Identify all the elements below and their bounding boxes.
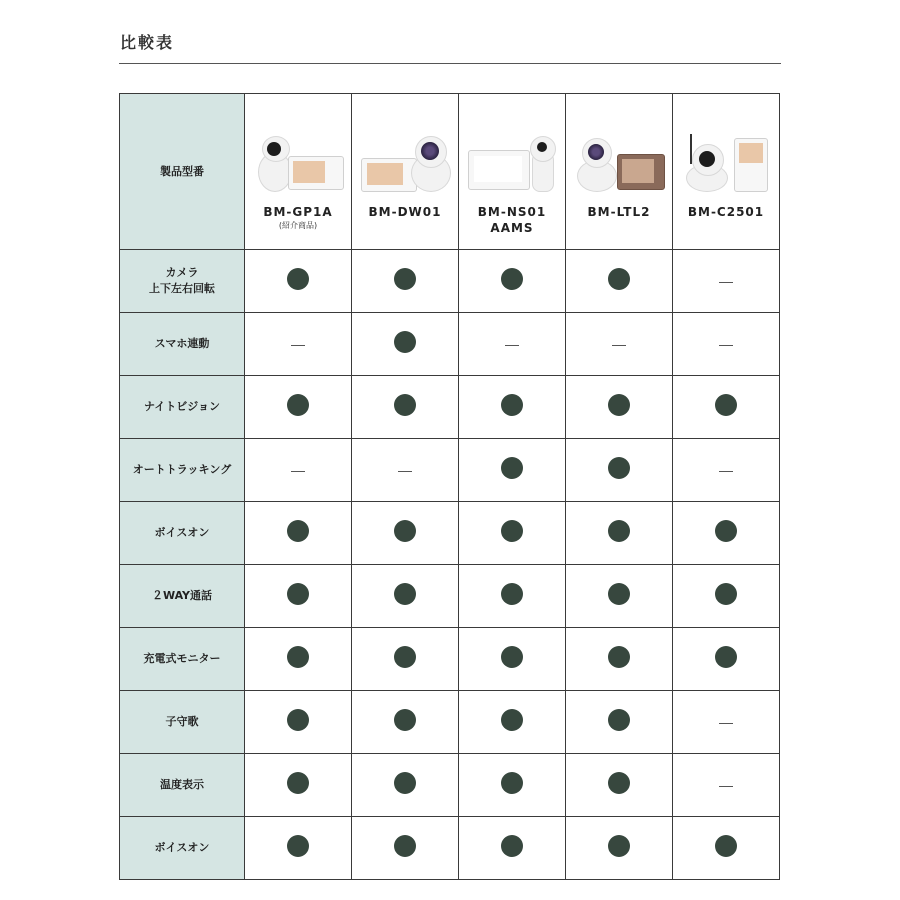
feature-cell <box>352 817 459 880</box>
feature-cell <box>245 817 352 880</box>
comparison-table <box>119 93 780 880</box>
supported-dot-icon <box>287 709 309 731</box>
supported-dot-icon <box>394 835 416 857</box>
supported-dot-icon <box>608 457 630 479</box>
supported-dot-icon <box>287 394 309 416</box>
row-label: 製品型番 <box>120 94 245 250</box>
feature-cell <box>245 691 352 754</box>
unsupported-dash-icon <box>291 345 305 346</box>
supported-dot-icon <box>501 772 523 794</box>
table-header-row <box>120 94 780 250</box>
supported-dot-icon <box>501 835 523 857</box>
feature-cell <box>673 754 780 817</box>
product-image <box>680 134 772 194</box>
supported-dot-icon <box>501 709 523 731</box>
supported-dot-icon <box>608 268 630 290</box>
feature-label: ボイスオン <box>120 817 245 880</box>
feature-row <box>120 691 780 754</box>
feature-cell <box>352 313 459 376</box>
supported-dot-icon <box>715 520 737 542</box>
product-column-bm-ltl2 <box>566 94 673 250</box>
feature-label: オートトラッキング <box>120 439 245 502</box>
supported-dot-icon <box>715 394 737 416</box>
feature-cell <box>459 754 566 817</box>
supported-dot-icon <box>501 520 523 542</box>
feature-cell <box>459 817 566 880</box>
feature-cell <box>673 502 780 565</box>
supported-dot-icon <box>501 394 523 416</box>
page-title: 比較表 <box>120 33 175 52</box>
feature-cell <box>459 691 566 754</box>
feature-row <box>120 376 780 439</box>
product-column-bm-gp1a <box>245 94 352 250</box>
supported-dot-icon <box>287 835 309 857</box>
feature-label: 子守歌 <box>120 691 245 754</box>
unsupported-dash-icon <box>719 471 733 472</box>
feature-row <box>120 817 780 880</box>
feature-cell <box>245 502 352 565</box>
feature-row <box>120 565 780 628</box>
feature-row <box>120 754 780 817</box>
unsupported-dash-icon <box>291 471 305 472</box>
feature-cell <box>459 628 566 691</box>
supported-dot-icon <box>394 772 416 794</box>
feature-cell <box>673 439 780 502</box>
feature-cell <box>673 565 780 628</box>
feature-cell <box>245 250 352 313</box>
supported-dot-icon <box>608 646 630 668</box>
feature-cell <box>566 817 673 880</box>
product-name: BM-NS01 AAMS <box>477 205 547 235</box>
product-name: BM-C2501 <box>687 205 765 219</box>
supported-dot-icon <box>608 835 630 857</box>
supported-dot-icon <box>287 268 309 290</box>
product-column-bm-dw01 <box>352 94 459 250</box>
unsupported-dash-icon <box>398 471 412 472</box>
feature-label: ２WAY通話 <box>120 565 245 628</box>
product-note: (紹介商品) <box>278 221 318 230</box>
product-column-bm-ns01-aams <box>459 94 566 250</box>
product-image <box>252 134 344 194</box>
feature-cell <box>673 628 780 691</box>
supported-dot-icon <box>501 646 523 668</box>
feature-cell <box>352 439 459 502</box>
product-image <box>466 134 558 194</box>
feature-cell <box>352 691 459 754</box>
unsupported-dash-icon <box>612 345 626 346</box>
supported-dot-icon <box>394 394 416 416</box>
feature-cell <box>566 376 673 439</box>
feature-cell <box>352 376 459 439</box>
product-name: BM-LTL2 <box>587 205 651 219</box>
feature-cell <box>352 502 459 565</box>
supported-dot-icon <box>394 709 416 731</box>
feature-cell <box>245 313 352 376</box>
supported-dot-icon <box>394 520 416 542</box>
product-name: BM-DW01 <box>368 205 442 219</box>
supported-dot-icon <box>394 646 416 668</box>
supported-dot-icon <box>608 520 630 542</box>
feature-cell <box>566 628 673 691</box>
feature-label: 充電式モニター <box>120 628 245 691</box>
feature-label: カメラ 上下左右回転 <box>120 250 245 313</box>
product-column-bm-c2501 <box>673 94 780 250</box>
feature-cell <box>566 439 673 502</box>
supported-dot-icon <box>501 457 523 479</box>
supported-dot-icon <box>715 835 737 857</box>
feature-cell <box>352 628 459 691</box>
supported-dot-icon <box>501 583 523 605</box>
unsupported-dash-icon <box>505 345 519 346</box>
feature-row <box>120 250 780 313</box>
feature-cell <box>459 313 566 376</box>
feature-cell <box>352 250 459 313</box>
title-divider <box>119 63 781 64</box>
product-image <box>359 134 451 194</box>
feature-cell <box>673 250 780 313</box>
feature-cell <box>352 754 459 817</box>
product-image <box>573 134 665 194</box>
feature-cell <box>245 439 352 502</box>
supported-dot-icon <box>287 583 309 605</box>
supported-dot-icon <box>501 268 523 290</box>
supported-dot-icon <box>608 772 630 794</box>
feature-cell <box>245 754 352 817</box>
feature-label: ボイスオン <box>120 502 245 565</box>
feature-cell <box>673 817 780 880</box>
supported-dot-icon <box>287 520 309 542</box>
feature-cell <box>673 313 780 376</box>
supported-dot-icon <box>394 331 416 353</box>
supported-dot-icon <box>394 583 416 605</box>
feature-label: 温度表示 <box>120 754 245 817</box>
feature-cell <box>459 439 566 502</box>
feature-label: スマホ連動 <box>120 313 245 376</box>
feature-cell <box>459 376 566 439</box>
product-name: BM-GP1A <box>263 205 333 219</box>
feature-cell <box>352 565 459 628</box>
feature-cell <box>566 313 673 376</box>
feature-row <box>120 439 780 502</box>
unsupported-dash-icon <box>719 723 733 724</box>
feature-cell <box>566 502 673 565</box>
supported-dot-icon <box>287 772 309 794</box>
supported-dot-icon <box>608 709 630 731</box>
feature-cell <box>673 691 780 754</box>
supported-dot-icon <box>287 646 309 668</box>
feature-cell <box>245 376 352 439</box>
feature-cell <box>459 565 566 628</box>
feature-cell <box>459 502 566 565</box>
unsupported-dash-icon <box>719 282 733 283</box>
supported-dot-icon <box>715 583 737 605</box>
feature-row <box>120 502 780 565</box>
feature-cell <box>245 565 352 628</box>
feature-cell <box>566 691 673 754</box>
feature-cell <box>245 628 352 691</box>
unsupported-dash-icon <box>719 786 733 787</box>
feature-cell <box>566 250 673 313</box>
feature-cell <box>566 754 673 817</box>
feature-cell <box>566 565 673 628</box>
supported-dot-icon <box>715 646 737 668</box>
feature-label: ナイトビジョン <box>120 376 245 439</box>
feature-cell <box>673 376 780 439</box>
supported-dot-icon <box>608 583 630 605</box>
supported-dot-icon <box>608 394 630 416</box>
feature-row <box>120 628 780 691</box>
unsupported-dash-icon <box>719 345 733 346</box>
feature-row <box>120 313 780 376</box>
feature-cell <box>459 250 566 313</box>
supported-dot-icon <box>394 268 416 290</box>
